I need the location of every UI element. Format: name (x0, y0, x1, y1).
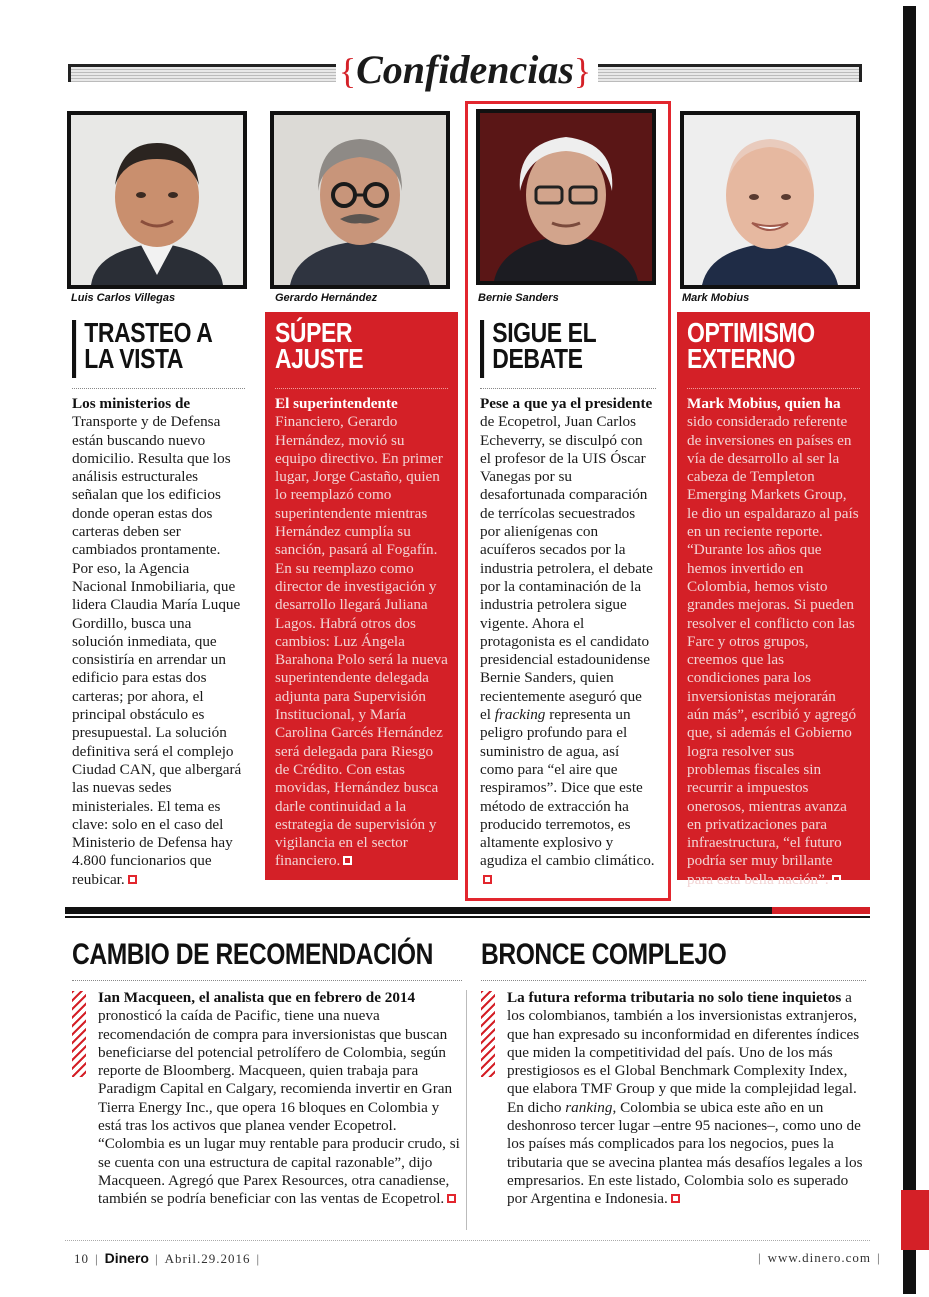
article-lead: Los ministerios de (72, 395, 191, 412)
portrait-hernandez-image (274, 115, 446, 285)
section-title (330, 46, 600, 93)
headline-super-ajuste (275, 317, 464, 378)
article-lead: El superintendente (275, 395, 398, 412)
divider (687, 388, 860, 389)
article-text: Transporte y de Defensa están buscando nuevo domicilio. Resulta que los análisis estructurales señalan que los edificios donde operan estas dos carteras deben ser cambiados prontamente. Por eso, la Agencia Nacional Inmobiliaria, que lidera Claudia María Luque Gordillo, busca una solución inmediata, que consistiría en arrendar un edificio para estas dos carteras; por ahora, el principal obstáculo es presupuestal. La solución definitiva será el complejo Ciudad CAN, que albergará las nuevas sedes ministeriales. El tema es clave: solo en el caso del Ministerio de Defensa hay 4.800 funcionarios que reubicar. (72, 413, 242, 888)
headline-cambio: CAMBIO DE RECOMENDACIÓN (72, 938, 433, 971)
article-body (480, 395, 656, 889)
end-square-icon (832, 875, 841, 884)
brace-left: { (338, 51, 357, 91)
end-square-icon (447, 1194, 456, 1203)
article-text-italic: ranking (565, 1098, 613, 1116)
section-rule (65, 907, 870, 920)
portrait-hernandez (270, 111, 450, 289)
headline-line: OPTIMISMO (687, 317, 815, 348)
divider (481, 980, 866, 981)
article-lead: Ian Macqueen, el analista que en febrero de 2014 (98, 989, 416, 1006)
article-text: de Ecopetrol, Juan Carlos Echeverry, se disculpó con el profesor de la UIS Óscar Vanegas por su desafortunada comparación de terrícolas secuestrados por alienígenas con acuíferos secados por la industria petrolera, el debate por la contaminación de la industria petrolera sigue vigente. Ahora el protagonista es el candidato presidencial estadounidense Bernie Sanders, quien recientemente aseguró que el (480, 413, 653, 724)
article-text: representa un peligro profundo para el suministro de agua, así como para “el aire que respiramos”. Dice que este método de extracción ha producido terremotos, es altamente explosivo y agudiza el cambio climático. (480, 706, 655, 870)
footer-separator: | (154, 1251, 159, 1266)
divider (275, 388, 448, 389)
section-rule-accent (772, 907, 870, 914)
article-intro (481, 989, 866, 1209)
article-text-italic: fracking (494, 706, 546, 724)
portrait-mobius-image (684, 115, 856, 285)
page-edge-bar (903, 6, 916, 1294)
stripe-ornament (72, 991, 86, 1077)
magazine-brand: Dinero (104, 1250, 149, 1266)
portrait-mobius (680, 111, 860, 289)
article-text: , Colombia se ubica este año en un deshonroso tercer lugar –entre 95 naciones–, como uno de los países más complicados para los negocios, pues la tributaria que se avecina plantea más desafíos legales a los empresarios. En este listado, Colombia solo es superado por Argentina e Indonesia. (507, 1098, 863, 1208)
issue-date: Abril.29.2016 (164, 1251, 251, 1266)
header-rule-left (68, 64, 336, 82)
headline-line: EXTERNO (687, 343, 796, 374)
header-rule-right (598, 64, 862, 82)
headline-line: SIGUE EL (492, 317, 597, 348)
article-body (687, 395, 860, 889)
website[interactable]: www.dinero.com (767, 1250, 872, 1265)
article-sigue-debate (470, 312, 666, 880)
article-lead: La futura reforma tributaria no solo tiene inquietos (507, 989, 842, 1006)
end-square-icon (671, 1194, 680, 1203)
article-body (275, 395, 448, 871)
column-divider (466, 990, 467, 1230)
end-square-icon (483, 875, 492, 884)
article-lead: Pese a que ya el presidente (480, 395, 653, 412)
footer-rule (65, 1240, 870, 1241)
portrait-villegas-image (71, 115, 243, 285)
article-body (481, 989, 866, 1209)
section-title-text: Confidencias (356, 47, 574, 92)
article-lead: Mark Mobius, quien ha (687, 395, 841, 412)
article-text: pronosticó la caída de Pacific, tiene una nueva recomendación de compra para inversionistas que buscan beneficiarse del potencial petrolífero de Colombia, según reporte de Bloomberg. Macqueen, quien trabaja para Paradigm Capital en Calgary, recomienda invertir en Gran Tierra Energy Inc., que opera 16 bloques en Colombia y está tras los activos que planea vender Ecopetrol. “Colombia es un lugar muy rentable para producir crudo, si se cuenta con una estructura de capital razonable”, dijo Macqueen. Agregó que Parex Resources, otra canadiense, también se podría beneficiar con las ventas de Ecopetrol. (98, 1007, 460, 1208)
article-text: sido considerado referente de inversiones en países en vía de desarrollo al ser la cabeza de Templeton Emerging Markets Group, le dio un espaldarazo al país en un reciente reporte. “Durante los años que hemos invertido en Colombia, hemos visto grandes mejoras. Si pueden resolver el conflicto con las Farc y otros grupos, creemos que las condiciones para los inversionistas mejorarán aún más”, escribió y agregó que, si además el Gobierno logra resolver sus problemas fiscales sin recurrir a impuestos onerosos, mientras avanza en privatizaciones para infraestructura, “el futuro podría ser muy brillante para esta bella nación”. (687, 413, 859, 888)
caption-villegas: Luis Carlos Villegas (71, 292, 176, 304)
footer-separator: | (95, 1251, 99, 1266)
article-cambio-recomendacion (72, 938, 462, 1209)
article-body (72, 989, 462, 1209)
headline-trasteo (72, 317, 261, 378)
article-text: a los colombianos, también a los inversionistas extranjeros, que han expresado su inconformidad en diferentes índices que miden la competitividad del país. Uno de los más prestigiosos es el Global Benchmark Complexity Index, que elabora TMF Group y que mide la complejidad legal. En dicho (507, 989, 860, 1116)
divider (72, 980, 462, 981)
divider (480, 388, 656, 389)
article-trasteo (62, 312, 255, 888)
footer-separator: | (758, 1250, 762, 1265)
end-square-icon (128, 875, 137, 884)
headline-bronce: BRONCE COMPLEJO (481, 938, 727, 971)
headline-line: DEBATE (492, 343, 583, 374)
article-bronce-complejo (481, 938, 866, 1209)
caption-hernandez: Gerardo Hernández (275, 292, 378, 304)
footer-separator: | (877, 1250, 881, 1265)
page-edge-tab (901, 1190, 929, 1250)
stripe-ornament (481, 991, 495, 1077)
headline-sigue-debate (480, 317, 669, 378)
article-text: Financiero, Gerardo Hernández, movió su equipo directivo. En primer lugar, Jorge Castaño, quien lo reemplazó como superintendente mientras Hernández cumplía su sanción, pasará al Fogafín. En su reemplazo como director de investigación y desarrollo llegará Juliana Lagos. Habrá otros dos cambios: Luz Ángela Barahona Polo será la nueva superintendente delegada adjunta para Supervisión Institucional, y María Carolina Garcés Hernández será delegada para Riesgo de Crédito. Con estas movidas, Hernández busca darle continuidad a la estrategia de supervisión y vigilancia en el sector financiero. (275, 413, 448, 870)
end-square-icon (343, 856, 352, 865)
divider (72, 388, 245, 389)
brace-right: } (573, 51, 592, 91)
headline-line: SÚPER (275, 317, 353, 348)
headline-line: LA VISTA (84, 343, 184, 374)
headline-line: AJUSTE (275, 343, 364, 374)
article-optimismo (677, 312, 870, 888)
article-super-ajuste (265, 312, 458, 880)
footer-left (74, 1250, 266, 1267)
page-number: 10 (74, 1251, 89, 1266)
caption-sanders: Bernie Sanders (478, 292, 559, 304)
caption-mobius: Mark Mobius (682, 292, 750, 304)
footer-right (752, 1250, 887, 1266)
article-intro (72, 989, 462, 1209)
headline-optimismo (687, 317, 876, 378)
portrait-villegas (67, 111, 247, 289)
footer-separator: | (256, 1251, 261, 1266)
article-body (72, 395, 245, 889)
headline-line: TRASTEO A (84, 317, 213, 348)
